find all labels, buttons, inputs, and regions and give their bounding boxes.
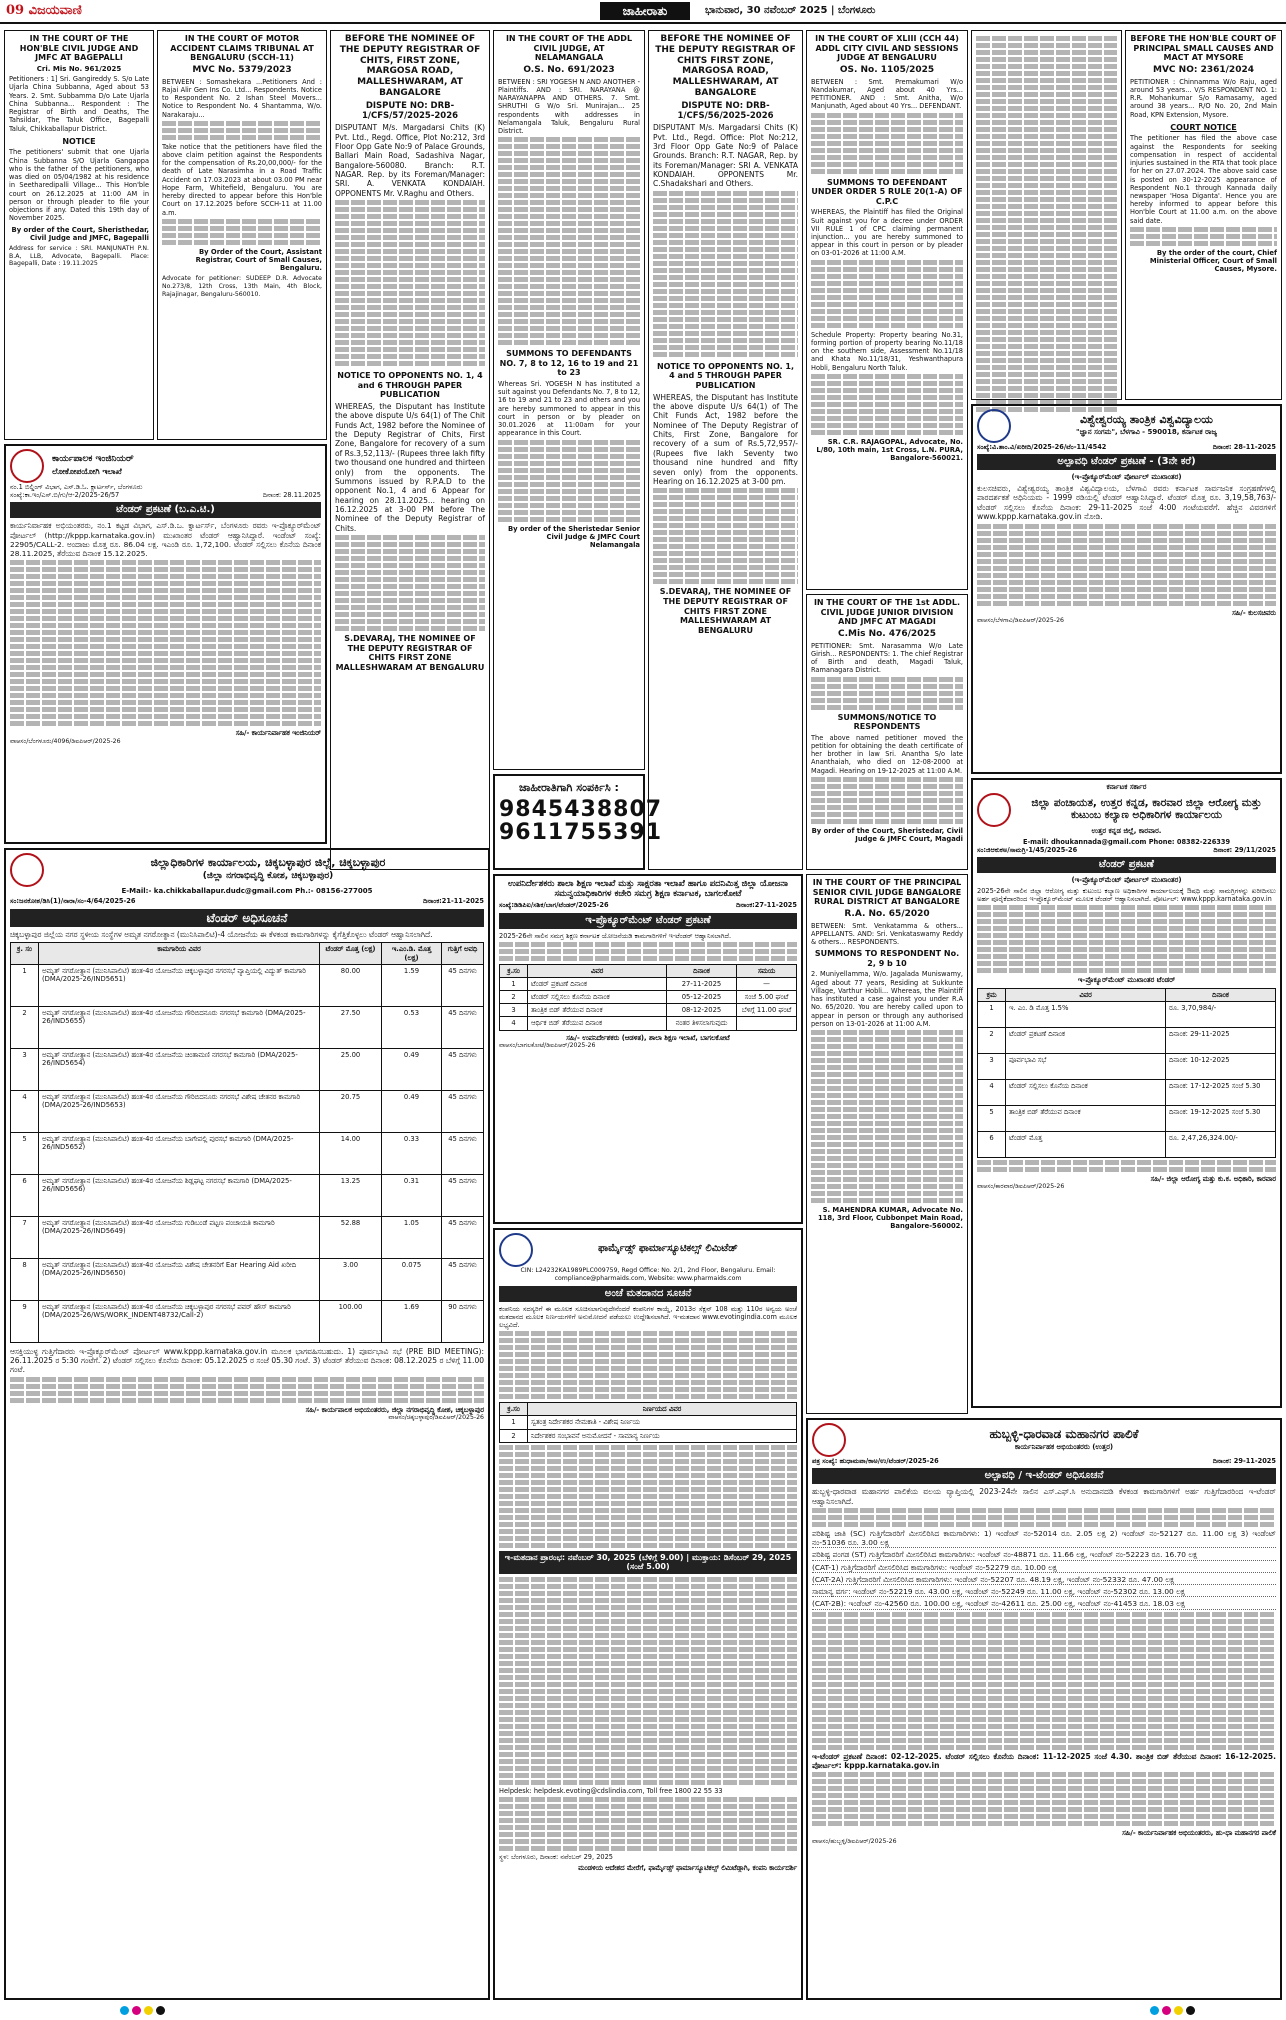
row-number: 4 xyxy=(11,1090,39,1132)
ref-number: ಸಂಖ್ಯೆ:ಕಾ.ಇಂ/ಎಸ್.ಬಿ/ಗು/ಆ-2/2025-26/57 xyxy=(10,491,120,500)
resolution-table xyxy=(499,1402,797,1442)
tender-subtitle: (ಇ-ಪ್ರೊಕ್ಯೂರ್‌ಮೆಂಟ್ ಪೋರ್ಟಲ್ ಮುಖಾಂತರ) xyxy=(1071,473,1182,482)
schedule-item: ಟೆಂಡರ್ ಪ್ರಕಟಣೆ ದಿನಾಂಕ xyxy=(1006,1027,1166,1053)
govt-label: ಕರ್ನಾಟಕ ಸರ್ಕಾರ xyxy=(1106,783,1147,791)
case-number: C.Mis No. 476/2025 xyxy=(838,628,936,639)
signature: By order of the Sheristedar Senior Civil Judge & JMFC Court Nelamangala xyxy=(507,524,640,549)
notice-parties: Petitioners : 1] Sri. Gangireddy S. S/o Late Ujarla China Subbanna, Aged about 53 Years. 2. Smt. Subbamma D/o Late Ujarla China Subbanna... Respondent : The Registrar of Birth and Deaths, The Tahsildar, The Taluk Office, Bagepalli Taluk, Chikkaballapur District. xyxy=(9,75,149,133)
table-row xyxy=(500,991,797,1004)
parties: BETWEEN: Smt. Venkatamma & others... APPELLANTS. AND: Sri. Venkataswamy Reddy & others... RESPONDENTS. xyxy=(811,921,963,947)
contract-period: 90 ದಿನಗಳು xyxy=(442,1300,484,1342)
tender-amount: 80.00 xyxy=(320,964,382,1006)
col-header: ಸಮಯ xyxy=(737,964,797,977)
table-row xyxy=(500,978,797,991)
table-row xyxy=(978,1079,1276,1105)
case-number: MVC NO: 2361/2024 xyxy=(1153,64,1254,75)
row-number: 7 xyxy=(11,1216,39,1258)
schedule-value: ದಿನಾಂಕ: 10-12-2025 xyxy=(1166,1053,1276,1079)
tender-banner: ಅಲ್ಪಾವಧಿ ಟೆಂಡರ್ ಪ್ರಕಟಣೆ - (3ನೇ ಕರೆ) xyxy=(977,454,1276,470)
postal-ballot-banner: ಅಂಚೆ ಮತದಾನದ ಸೂಚನೆ xyxy=(499,1286,797,1302)
signature: ಸಹಿ/- ಕಾರ್ಯನಿರ್ವಾಹಕ ಇಂಜಿನಿಯರ್ xyxy=(235,729,321,738)
notice-date: ದಿನಾಂಕ: 28.11.2025 xyxy=(262,491,321,500)
university-logo-icon xyxy=(977,409,1011,443)
tender-body: ಕುಲಸಚಿವರು, ವಿಶ್ವೇಶ್ವರಯ್ಯ ತಾಂತ್ರಿಕ ವಿಶ್ವವಿದ್ಯಾಲಯ, ಬೆಳಗಾವಿ ರವರು ಕರ್ನಾಟಕ ಸಾರ್ವಜನಿಕ ಸಂಗ್ರಹಣೆಗಳಲ್ಲಿ ಪಾರದರ್ಶಕತೆ ಅಧಿನಿಯಮ - 1999 ರಡಿಯಲ್ಲಿ ಟೆಂಡರ್ ಆಹ್ವಾನಿಸಿದ್ದಾರೆ. ಟೆಂಡರ್ ಮೊತ್ತ ರೂ. 3,19,58,763/- ಟೆಂಡರ್ ಸಲ್ಲಿಸಲು ಕೊನೆಯ ದಿನಾಂಕ: 29-11-2025 ಸಂಜೆ 4:00 ಗಂಟೆಯವರೆಗೆ. ಹೆಚ್ಚಿನ ವಿವರಗಳಿಗೆ www.kppp.karnataka.gov.in ನೋಡಿ. xyxy=(977,483,1276,522)
case-number: MVC No. 5379/2023 xyxy=(192,64,292,75)
schedule-value: ರೂ. 2,47,26,324.00/- xyxy=(1166,1131,1276,1157)
contact-line: E-Mail:- ka.chikkaballapur.dudc@gmail.com Ph.:- 08156-277005 xyxy=(121,887,373,895)
registration-dot xyxy=(1174,2006,1183,2015)
table-row xyxy=(11,1216,484,1258)
table-row xyxy=(978,1027,1276,1053)
office-subtitle: ಉತ್ತರ ಕನ್ನಡ ಜಿಲ್ಲೆ, ಕಾರವಾರ. xyxy=(1091,827,1162,836)
table-row xyxy=(11,1132,484,1174)
row-number: 3 xyxy=(978,1053,1006,1079)
sub-title: SUMMONS TO DEFENDANT UNDER ORDER 5 RULE 20(1-A) OF C.P.C xyxy=(811,177,963,206)
emd-amount: 0.49 xyxy=(382,1048,442,1090)
case-number: DISPUTE NO: DRB-1/CFS/56/2025-2026 xyxy=(677,100,774,121)
col-header: ಕ್ರ.ಸಂ xyxy=(500,964,528,977)
schedule-date: 08-12-2025 xyxy=(667,1004,737,1017)
schedule-property: Schedule Property: Property bearing No.31, forming portion of property bearing No.11/18 on the southern side, Assessment No.11/18 and Khata No.11/18/31, Yeshwanthapura Hobli, Bengaluru North Taluk. xyxy=(811,330,963,372)
table-row xyxy=(978,1131,1276,1157)
table-row xyxy=(11,1006,484,1048)
corporation-logo-icon xyxy=(812,1423,846,1457)
registration-dot xyxy=(1186,2006,1195,2015)
tender-dates: ಇ-ಟೆಂಡರ್ ಪ್ರಕಟಣೆ ದಿನಾಂಕ: 02-12-2025. ಟೆಂಡರ್ ಸಲ್ಲಿಸಲು ಕೊನೆಯ ದಿನಾಂಕ: 11-12-2025 ಸಂಜೆ 4.30. ತಾಂತ್ರಿಕ ಬಿಡ್ ತೆರೆಯುವ ದಿನಾಂಕ: 16-12-2025. ಪೋರ್ಟಲ್: kppp.karnataka.gov.in xyxy=(812,1751,1276,1771)
row-number: 5 xyxy=(978,1105,1006,1131)
schedule-item: ಇ. ಎಂ. ಡಿ ಮೊತ್ತ 1.5% xyxy=(1006,1001,1166,1027)
row-number: 3 xyxy=(11,1048,39,1090)
table-row xyxy=(500,1429,797,1442)
row-number: 2 xyxy=(11,1006,39,1048)
notice-label: NOTICE xyxy=(62,136,96,146)
contract-period: 45 ದಿನಗಳು xyxy=(442,1132,484,1174)
reservation-group: ಪರಿಶಿಷ್ಟ ಪಂಗಡ (ST) ಗುತ್ತಿಗೆದಾರರಿಗೆ ಮೀಸಲಿರಿಸಿದ ಕಾಮಗಾರಿಗಳು: ಇಂಡೆಂಟ್ ನಂ-48871 ರೂ. 11.66 ಲಕ್ಷ, ಇಂಡೆಂಟ್ ನಂ-52223 ರೂ. 16.70 ಲಕ್ಷ xyxy=(812,1550,1276,1560)
footer-code: ವಾಆಸಂ/ಬಾಗಲಕೋಟೆ/ಡಿಐಪಿಆರ್/2025-26 xyxy=(499,1041,596,1049)
footer-code: ವಾಆಸಂ/ಬೆಳಗಾವಿ/ಡಿಐಪಿಆರ್/2025-26 xyxy=(977,616,1064,624)
emd-amount: 0.31 xyxy=(382,1174,442,1216)
sub-title: COURT NOTICE xyxy=(1170,122,1237,132)
notice-body: The above named petitioner moved the petition for obtaining the death certificate of her brother in law Sri. Anantha S/o late Ananthaiah, who died on 12-08-2000 at Magadi. Hearing on 19-12-2025 at 11:00 A.M. xyxy=(811,733,963,775)
table-row xyxy=(11,1048,484,1090)
office-title: ಕಾರ್ಯಪಾಲಕ ಇಂಜಿನಿಯರ್ xyxy=(52,453,134,464)
office-title: ಉಪನಿರ್ದೇಶಕರು ಶಾಲಾ ಶಿಕ್ಷಣ ಇಲಾಖೆ ಮತ್ತು ಸಾಕ್ಷರತಾ ಇಲಾಖೆ ಹಾಗೂ ಪದನಿಮಿತ್ತ ಜಿಲ್ಲಾ ಯೋಜನಾ ಸಮನ್ವಯಾಧಿಕಾರಿಗಳ ಕಚೇರಿ ಸಮಗ್ರ ಶಿಕ್ಷಣ ಕರ್ನಾಟಕ, ಬಾಗಲಕೋಟೆ xyxy=(507,879,789,900)
signature: By order of the Court, Sheristedar, Civil Judge & JMFC Court, Magadi xyxy=(811,826,963,844)
footer-code: ವಾಆಸಂ/ಬೆಂಗಳೂರು/4096/ಡಿಐಪಿಆರ್/2025-26 xyxy=(10,737,121,745)
notice-os-691 xyxy=(493,30,645,770)
masthead xyxy=(0,0,1286,24)
row-number: 1 xyxy=(978,1001,1006,1027)
notice-karwar-tender xyxy=(971,778,1282,1408)
tender-subtitle: (ಇ-ಪ್ರೊಕ್ಯೂರ್‌ಮೆಂಟ್ ಪೋರ್ಟಲ್ ಮುಖಾಂತರ) xyxy=(1071,876,1182,885)
schedule-time: — xyxy=(737,978,797,991)
row-number: 3 xyxy=(500,1004,528,1017)
office-subtitle: (ಜಿಲ್ಲಾ ನಗರಾಭಿವೃದ್ಧಿ ಕೋಶ, ಚಿಕ್ಕಬಳ್ಳಾಪುರ) xyxy=(202,871,334,882)
office-address: ನಂ.1 ಬಿಲ್ಡಿಂಗ್ ವಿಭಾಗ, ಎಸ್.ಡಿ.ಓ. ಕ್ಲಾರ್ಟರ್ಸ್, ಬೆಂಗಳೂರು xyxy=(10,483,143,491)
tender-amount: 100.00 xyxy=(320,1300,382,1342)
col-header: ಕ್ರಮ xyxy=(978,988,1006,1001)
work-description: ಅಮೃತ್ ನಗರೋತ್ಥಾನ (ಮುನಿಸಿಪಾಲಿಟಿ) ಹಂತ-4ರ ಯೋಜನೆಯ ಬಾಗೇಪಲ್ಲಿ ಪುರಸಭೆ ಕಾಮಗಾರಿ (DMA/2025-26/IND5652) xyxy=(39,1132,320,1174)
signature: By the order of the court, Chief Ministerial Officer, Court of Small Causes, Mysore. xyxy=(1149,248,1277,274)
evoting-period: ಇ-ಮತದಾನ ಪ್ರಾರಂಭ: ನವೆಂಬರ್ 30, 2025 (ಬೆಳಿಗ್ಗೆ 9.00) | ಮುಕ್ತಾಯ: ಡಿಸೆಂಬರ್ 29, 2025 (ಸಂಜೆ 5.00) xyxy=(499,1551,797,1574)
table-row xyxy=(500,1017,797,1030)
schedule-item: ತಾಂತ್ರಿಕ ಬಿಡ್ ತೆರೆಯುವ ದಿನಾಂಕ xyxy=(528,1004,667,1017)
schedule-date: 27-11-2025 xyxy=(667,978,737,991)
tender-amount: 25.00 xyxy=(320,1048,382,1090)
col-header: ನಿರ್ಣಯದ ವಿವರ xyxy=(528,1403,797,1416)
notice-body: WHEREAS, the Disputant has Institute the above dispute U/s 64(1) of The Chit Funds Act, 1982 before the Nominee of the Deputy Registrar of Chits, First Zone, Bangalore for recovery of a sum of Rs.3,52,113/- (Rupees three lakh fifty two thousand one hundred and thirteen only) from the opponents. The Summons issued by R.P.A.D to the opponent No.1, 4 and 6 Appear for hearing on 28.11.2025... hearing on 16.12.2025 at 3-00 PM before The Nominee of the Deputy Registrar of Chits. xyxy=(335,401,485,533)
notice-body: 2. Muniyellamma, W/o. Jagalada Muniswamy, Aged about 77 years, Residing at Sukkunte Village, Varthur Hobli... Whereas, the Plaintiff has instituted a case against you under R.A No. 65/2020. You are hereby called upon to appear in person or through any authorised person on 13-01-2026 at 11:00 A.M. xyxy=(811,970,963,1028)
tender-intro: ಚಿಕ್ಕಬಳ್ಳಾಪುರ ಜಿಲ್ಲೆಯ ನಗರ ಸ್ಥಳೀಯ ಸಂಸ್ಥೆಗಳ ಅಮೃತ ನಗರೋತ್ಥಾನ (ಮುನಿಸಿಪಾಲಿಟಿ)-4 ಯೋಜನೆಯ ಈ ಕೆಳಕಂಡ ಕಾಮಗಾರಿಗಳನ್ನು ಕೈಗೆತ್ತಿಕೊಳ್ಳಲು ಟೆಂಡರ್ ಆಹ್ವಾನಿಸಲಾಗಿದೆ. xyxy=(10,930,433,940)
row-number: 2 xyxy=(978,1027,1006,1053)
schedule-item: ಟೆಂಡರ್ ಮೊತ್ತ xyxy=(1006,1131,1166,1157)
section-title: ಜಾಹೀರಾತು xyxy=(600,2,690,20)
tender-body: 2025-26ನೇ ಸಾಲಿನ ಸಮಗ್ರ ಶಿಕ್ಷಣ ಕರ್ನಾಟಕ ಯೋಜನೆಯಡಿ ಕಾಮಗಾರಿಗಳಿಗೆ ಇ-ಟೆಂಡರ್ ಆಹ್ವಾನಿಸಲಾಗಿದೆ. xyxy=(499,931,732,940)
table-row xyxy=(500,1004,797,1017)
case-number: Cri. Mis No. 961/2025 xyxy=(36,64,122,73)
emd-amount: 0.49 xyxy=(382,1090,442,1132)
schedule-value: ದಿನಾಂಕ: 17-12-2025 ಸಂಜೆ 5.30 xyxy=(1166,1079,1276,1105)
notice-title: BEFORE THE NOMINEE OF THE DEPUTY REGISTRAR OF CHITS FIRST ZONE, MARGOSA ROAD, MALLESHWARAM, AT BANGALORE xyxy=(655,34,796,98)
row-number: 1 xyxy=(500,978,528,991)
notice-parties: BETWEEN : Somashekara ...Petitioners And : Rajai Alir Gen Ins Co. Ltd... Respondents. Notice to Respondent No. 2 Ishan Steel Movers... Notice to Respondent No. 4 Shantamma, W/o. Narakaraju... xyxy=(162,77,322,119)
signature: ಸಹಿ/- ಕಾರ್ಯಪಾಲಕ ಅಭಿಯಂತರರು, ಜಿಲ್ಲಾ ನಗರಾಭಿವೃದ್ಧಿ ಕೋಶ, ಚಿಕ್ಕಬಳ್ಳಾಪುರ xyxy=(305,1405,484,1414)
advert-contact-box xyxy=(493,774,663,870)
phone-1: 9845438807 xyxy=(499,797,663,823)
registration-dot xyxy=(1162,2006,1171,2015)
ref-number: ಸಂಖ್ಯೆ:ವಿ.ತಾಂ.ವಿ/ಖರೀದಿ/2025-26/ಟೆಂ-11/4542 xyxy=(977,443,1107,451)
contact-label: ಜಾಹೀರಾತಿಗಾಗಿ ಸಂಪರ್ಕಿಸಿ : xyxy=(519,781,619,794)
sub-title: SUMMONS TO RESPONDENT No. 2, 9 b 10 xyxy=(814,949,960,968)
table-row xyxy=(11,1174,484,1216)
schedule-time: ಬೆಳಿಗ್ಗೆ 11.00 ಘಂಟೆ xyxy=(737,1004,797,1017)
tender-schedule-table xyxy=(977,988,1276,1158)
schedule-item: ಪೂರ್ವಭಾವಿ ಸಭೆ xyxy=(1006,1053,1166,1079)
notice-kpwd-tender xyxy=(4,444,327,844)
office-title: ಜಿಲ್ಲಾ ಪಂಚಾಯತ, ಉತ್ತರ ಕನ್ನಡ, ಕಾರವಾರ ಜಿಲ್ಲಾ ಆರೋಗ್ಯ ಮತ್ತು ಕುಟುಂಬ ಕಲ್ಯಾಣ ಅಧಿಕಾರಿಗಳ ಕಾರ್ಯಾಲಯ xyxy=(1031,796,1262,822)
registration-dot xyxy=(1150,2006,1159,2015)
row-number: 4 xyxy=(500,1017,528,1030)
sub-title: SUMMONS TO DEFENDANTS NO. 7, 8 to 12, 16 to 19 and 21 to 23 xyxy=(499,349,639,378)
signature: S.DEVARAJ, THE NOMINEE OF THE DEPUTY REGISTRAR OF CHITS FIRST ZONE MALLESHWARAM AT BENGALURU xyxy=(335,634,485,672)
footer-code: ವಾಆಸಂ/ಹುಬ್ಬಳ್ಳಿ/ಡಿಐಪಿಆರ್/2025-26 xyxy=(812,1837,897,1845)
work-description: ಅಮೃತ್ ನಗರೋತ್ಥಾನ (ಮುನಿಸಿಪಾಲಿಟಿ) ಹಂತ-4ರ ಯೋಜನೆಯ ಗುಡಿಬಂಡೆ ಪಟ್ಟಣ ಪಂಚಾಯತಿ ಕಾಮಗಾರಿ (DMA/2025-26/IND5649) xyxy=(39,1216,320,1258)
parties: PETITIONER : Chinnamma W/o Raju, aged around 53 years... V/S RESPONDENT NO. 1: R.R. Mohankumar S/o Ramasamy, aged around 38 years... R/O No. 20, 2nd Main Road, KPN Extension, Mysore. xyxy=(1130,77,1277,119)
notice-small-kannada xyxy=(971,30,1122,400)
resolution-text: ಸ್ವತಂತ್ರ ನಿರ್ದೇಶಕರ ನೇಮಕಾತಿ - ವಿಶೇಷ ನಿರ್ಣಯ xyxy=(528,1416,797,1429)
notice-title: IN THE COURT OF MOTOR ACCIDENT CLAIMS TRIBUNAL AT BENGALURU (SCCH-11) xyxy=(170,34,314,63)
work-description: ಅಮೃತ್ ನಗರೋತ್ಥಾನ (ಮುನಿಸಿಪಾಲಿಟಿ) ಹಂತ-4ರ ಯೋಜನೆಯ ಗೌರಿಬಿದನೂರು ನಗರಸಭೆ ವಿಶೇಷ ಚೇತನರ ಕಾಮಗಾರಿ (DMA/2025-26/IND5653) xyxy=(39,1090,320,1132)
phone-2: 9611755391 xyxy=(499,820,663,846)
notice-magadi xyxy=(806,594,968,870)
schedule-time xyxy=(737,1017,797,1030)
notice-title: IN THE COURT OF THE ADDL CIVIL JUDGE, AT NELAMANGALA xyxy=(505,34,633,63)
advocate-address: Advocate for petitioner: SUDEEP D.R. Advocate No.273/8, 12th Cross, 13th Main, 4th Block, Rajajinagar, Bengaluru-560010. xyxy=(162,275,322,298)
company-name: ಫಾರ್ಮೈಡ್ಸ್ ಫಾರ್ಮಾಸ್ಯೂಟಿಕಲ್ಸ್ ಲಿಮಿಟೆಡ್ xyxy=(598,1243,738,1254)
contract-period: 45 ದಿನಗಳು xyxy=(442,1048,484,1090)
table-row xyxy=(11,964,484,1006)
footer-code: ವಾಆಸಂ/ಚಿಕ್ಕಬಳ್ಳಾಪುರ/ಡಿಐಪಿಆರ್/2025-26 xyxy=(388,1413,484,1421)
reservation-group: (CAT-2A) ಗುತ್ತಿಗೆದಾರರಿಗೆ ಮೀಸಲಿರಿಸಿದ ಕಾಮಗಾರಿಗಳು: ಇಂಡೆಂಟ್ ನಂ-52207 ರೂ. 48.19 ಲಕ್ಷ, ಇಂಡೆಂಟ್ ನಂ-52332 ರೂ. 47.00 ಲಕ್ಷ xyxy=(812,1575,1276,1585)
row-number: 1 xyxy=(500,1416,528,1429)
footer-code: ವಾಆಸಂ/ಕಾರವಾರ/ಡಿಐಪಿಆರ್/2025-26 xyxy=(977,1182,1065,1190)
tender-amount: 52.88 xyxy=(320,1216,382,1258)
notice-school-education-tender xyxy=(493,874,803,1224)
table-row xyxy=(978,1053,1276,1079)
work-description: ಅಮೃತ್ ನಗರೋತ್ಥಾನ (ಮುನಿಸಿಪಾಲಿಟಿ) ಹಂತ-4ರ ಯೋಜನೆಯ ಚಿಕ್ಕಬಳ್ಳಾಪುರ ನಗರಸಭೆ ವ್ಯಾಪ್ತಿಯಲ್ಲಿ ವಿದ್ಯುತ್ ಕಾಮಗಾರಿ (DMA/2025-26/IND5651) xyxy=(39,964,320,1006)
col-header: ವಿವರ xyxy=(1006,988,1166,1001)
helpdesk-line: Helpdesk: helpdesk.evoting@cdslindia.com, Toll free 1800 22 55 33 xyxy=(499,1786,723,1795)
reservation-group: ಸಾಮಾನ್ಯ ವರ್ಗ: ಇಂಡೆಂಟ್ ನಂ-52219 ರೂ. 43.00 ಲಕ್ಷ, ಇಂಡೆಂಟ್ ನಂ-52249 ರೂ. 11.00 ಲಕ್ಷ, ಇಂಡೆಂಟ್ ನಂ-52302 ರೂ. 13.00 ಲಕ್ಷ xyxy=(812,1587,1276,1597)
row-number: 5 xyxy=(11,1132,39,1174)
notice-vtu-tender xyxy=(971,404,1282,774)
work-description: ಅಮೃತ್ ನಗರೋತ್ಥಾನ (ಮುನಿಸಿಪಾಲಿಟಿ) ಹಂತ-4ರ ಯೋಜನೆಯ ಶಿಡ್ಲಘಟ್ಟ ನಗರಸಭೆ ಕಾಮಗಾರಿ (DMA/2025-26/IND5656) xyxy=(39,1174,320,1216)
notice-title: IN THE COURT OF THE PRINCIPAL SENIOR CIVIL JUDGE BANGALORE RURAL DISTRICT AT BANGALORE xyxy=(812,878,962,907)
reservation-group: ಪರಿಶಿಷ್ಟ ಜಾತಿ (SC) ಗುತ್ತಿಗೆದಾರರಿಗೆ ಮೀಸಲಿರಿಸಿದ ಕಾಮಗಾರಿಗಳು: 1) ಇಂಡೆಂಟ್ ನಂ-52014 ರೂ. 2.05 ಲಕ್ಷ 2) ಇಂಡೆಂಟ್ ನಂ-52127 ರೂ. 11.00 ಲಕ್ಷ 3) ಇಂಡೆಂಟ್ ನಂ-51036 ರೂ. 3.00 ಲಕ್ಷ xyxy=(812,1528,1276,1548)
signature: S.DEVARAJ, THE NOMINEE OF THE DEPUTY REGISTRAR OF CHITS FIRST ZONE MALLESHWARAM AT BENGALURU xyxy=(659,587,792,635)
tender-amount: 14.00 xyxy=(320,1132,382,1174)
notice-pharmaids xyxy=(493,1228,803,2000)
table-row xyxy=(11,1258,484,1300)
notice-body: Take notice that the petitioners have filed the above claim petition against the Respondents for the compensation of Rs.20,00,000/- for the death of Late Narasimha in a Road Traffic Accident on 17.03.2023 at about 03.00 PM near Hope Farm, Whitefield, Bengaluru. You are hereby directed to appear before this Hon'ble Court on 17.12.2025 before SCCH-11 at 11.00 a.m. xyxy=(162,142,322,217)
col-header: ಟೆಂಡರ್ ಮೊತ್ತ (ಲಕ್ಷ) xyxy=(320,943,382,964)
notice-title: IN THE COURT OF THE HON'BLE CIVIL JUDGE AND JMFC AT BAGEPALLI xyxy=(19,34,139,63)
tender-body: ಹುಬ್ಬಳ್ಳಿ-ಧಾರವಾಡ ಮಹಾನಗರ ಪಾಲಿಕೆಯ ವಲಯ ವ್ಯಾಪ್ತಿಯಲ್ಲಿ 2023-24ನೇ ಸಾಲಿನ ಎಸ್.ಎಫ್.ಸಿ ಅನುದಾನದಡಿ ಕೆಳಕಂಡ ಕಾಮಗಾರಿಗಳಿಗೆ ಅರ್ಹ ಗುತ್ತಿಗೆದಾರರಿಂದ ಇ-ಟೆಂಡರ್ ಆಹ್ವಾನಿಸಲಾಗಿದೆ. xyxy=(812,1487,1276,1506)
row-number: 2 xyxy=(500,991,528,1004)
sub-title: SUMMONS/NOTICE TO RESPONDENTS xyxy=(837,712,937,732)
col-header: ಕಾಮಗಾರಿಯ ವಿವರ xyxy=(39,943,320,964)
case-number: O.S. No. 691/2023 xyxy=(523,64,615,75)
parties: PETITIONER: Smt. Narasamma W/o Late Girish... RESPONDENTS: 1. The chief Registrar of Birth and death, Magadi Taluk, Ramanagara District. xyxy=(811,641,963,675)
tender-amount: 27.50 xyxy=(320,1006,382,1048)
registration-marks xyxy=(1150,2006,1198,2016)
table-row xyxy=(11,1090,484,1132)
notice-title: IN THE COURT OF THE 1st ADDL. CIVIL JUDGE JUNIOR DIVISION AND JMFC AT MAGADI xyxy=(813,598,961,627)
row-number: 9 xyxy=(11,1300,39,1342)
schedule-table xyxy=(499,964,797,1031)
paper-logo: 09 ವಿಜಯವಾಣಿ xyxy=(6,3,82,18)
signature: S. MAHENDRA KUMAR, Advocate No. 118, 3rd Floor, Cubbonpet Main Road, Bangalore-560002. xyxy=(817,1206,963,1231)
schedule-item: ಟೆಂಡರ್ ಸಲ್ಲಿಸಲು ಕೊನೆಯ ದಿನಾಂಕ xyxy=(528,991,667,1004)
registration-dot xyxy=(132,2006,141,2015)
contract-period: 45 ದಿನಗಳು xyxy=(442,1258,484,1300)
ref-number: ಪತ್ರ ಸಂಖ್ಯೆ: ಹುಧಾಮಪಾ/ಕಾಅ/ಉ/ಟೆಂಡರ್/2025-26 xyxy=(812,1457,939,1465)
signature: By order of the Court, Sheristhedar, Civil Judge and JMFC, Bagepalli xyxy=(11,225,149,242)
tender-banner: ಇ-ಪ್ರೊಕ್ಯೂರ್‌ಮೆಂಟ್ ಟೆಂಡರ್ ಪ್ರಕಟಣೆ xyxy=(499,913,797,929)
govt-emblem-icon xyxy=(10,853,44,887)
postal-ballot-body: ಕಂಪನಿಯ ಸದಸ್ಯರಿಗೆ ಈ ಮೂಲಕ ಸೂಚಿಸಲಾಗುವುದೇನೆಂದರೆ ಕಂಪನಿಗಳ ಕಾಯ್ದೆ, 2013ರ ಸೆಕ್ಷನ್ 108 ಮತ್ತು 110ರ ಅನ್ವಯ ಅಂಚೆ ಮತದಾನದ ಮೂಲಕ ನಿರ್ಣಯಗಳಿಗೆ ಅನುಮೋದನೆ ಪಡೆಯಲು ಉದ್ದೇಶಿಸಲಾಗಿದೆ. ಇ-ಮತದಾನ www.evotingindia.com ಮೂಲಕ ಲಭ್ಯವಿದೆ. xyxy=(499,1304,797,1329)
notice-date: ದಿನಾಂಕ: 29/11/2025 xyxy=(1213,846,1276,855)
signature: SR. C.R. RAJAGOPAL, Advocate, No. L/80, 10th main, 1st Cross, L.N. PURA, Bangalore-560021. xyxy=(816,437,963,463)
sub-title: NOTICE TO OPPONENTS NO. 1, 4 and 5 THROUGH PAPER PUBLICATION xyxy=(656,361,795,390)
row-number: 2 xyxy=(500,1429,528,1442)
registration-marks xyxy=(120,2006,168,2016)
emd-amount: 1.59 xyxy=(382,964,442,1006)
notice-margadarsi-57 xyxy=(330,30,490,870)
case-number: R.A. No. 65/2020 xyxy=(844,908,930,919)
registration-dot xyxy=(156,2006,165,2015)
schedule-time: ಸಂಜೆ 5.00 ಘಂಟೆ xyxy=(737,991,797,1004)
notice-title: IN THE COURT OF XLIII (CCH 44) ADDL CITY CIVIL AND SESSIONS JUDGE AT BENGALURU xyxy=(815,34,959,63)
emd-amount: 1.69 xyxy=(382,1300,442,1342)
disputant: DISPUTANT M/s. Margadarsi Chits (K) Pvt. Ltd., Regd. Office: Plot No:212, 3rd Floor Opp Gate No:9 of Palace Grounds. Branch: R.T. NAGAR, Rep. by its Foreman/Manager: SRI A. VENKATA KONDAIAH. OPPONENTS Mr. C.Shadakshari and Others. xyxy=(653,123,798,189)
notice-hdmc-tender xyxy=(806,1418,1282,2000)
ref-number: ಸಂಖ್ಯೆ:ಡಿಡಿಪಿಐ/ಸಶಿಕ/ಬಾಗ/ಟೆಂಡರ್/2025-26 xyxy=(499,901,609,910)
signature: ಸಹಿ/- ಜಿಲ್ಲಾ ಆರೋಗ್ಯ ಮತ್ತು ಕು.ಕ. ಅಧಿಕಾರಿ, ಕಾರವಾರ xyxy=(1150,1174,1276,1183)
row-number: 8 xyxy=(11,1258,39,1300)
notice-mysore-macs xyxy=(1125,30,1282,400)
registration-dot xyxy=(144,2006,153,2015)
govt-emblem-icon xyxy=(977,793,1011,827)
notice-body: WHEREAS, the Plaintiff has filed the Original Suit against you for a decree under ORDER VII RULE 1 of CPC claiming permanent injunction... you are hereby summoned to appear in this court in person or by pleader on 03-01-2026 at 11:00 A.M. xyxy=(811,208,963,258)
signature: ಸಹಿ/- ಕಾರ್ಯನಿರ್ವಾಹಕ ಅಭಿಯಂತರರು, ಹು-ಧಾ ಮಹಾನಗರ ಪಾಲಿಕೆ xyxy=(1122,1829,1276,1838)
tender-banner: ಟೆಂಡರ್ ಅಧಿಸೂಚನೆ xyxy=(10,909,484,927)
contact-line: E-mail: dhoukannada@gmail.com Phone: 08382-226339 xyxy=(1022,837,1231,846)
ref-number: ಸಂ:ಜಿಆಕುಕಅ/ಸಾಮಗ್ರಿ-1/45/2025-26 xyxy=(977,846,1078,855)
tender-footer-body: ಆಸಕ್ತಿಯುಳ್ಳ ಗುತ್ತಿಗೆದಾರರು ಇ-ಪ್ರೊಕ್ಯೂರ್‌ಮೆಂಟ್ ಪೋರ್ಟಲ್ www.kppp.karnataka.gov.in ಮೂಲಕ ಭಾಗವಹಿಸಬಹುದು. 1) ಪೂರ್ವಭಾವಿ ಸಭೆ (PRE BID MEETING): 26.11.2025 ರ 5:30 ಗಂಟೆಗೆ. 2) ಟೆಂಡರ್ ಸಲ್ಲಿಸಲು ಕೊನೆಯ ದಿನಾಂಕ: 05.12.2025 ರ ಸಂಜೆ 05.30 ಗಂಟೆ. 3) ಟೆಂಡರ್ ತೆರೆಯುವ ದಿನಾಂಕ: 08.12.2025 ರ ಬೆಳಿಗ್ಗೆ 11.00 ಗಂಟೆ. xyxy=(10,1346,484,1375)
contract-period: 45 ದಿನಗಳು xyxy=(442,1174,484,1216)
signature: By Order of the Court, Assistant Registrar, Court of Small Causes, Bengaluru. xyxy=(195,247,322,273)
tender-table xyxy=(10,942,484,1342)
schedule-item: ತಾಂತ್ರಿಕ ಬಿಡ್ ತೆರೆಯುವ ದಿನಾಂಕ xyxy=(1006,1105,1166,1131)
schedule-value: ದಿನಾಂಕ: 29-11-2025 xyxy=(1166,1027,1276,1053)
schedule-item: ಟೆಂಡರ್ ಸಲ್ಲಿಸಲು ಕೊನೆಯ ದಿನಾಂಕ xyxy=(1006,1079,1166,1105)
reservation-group: (CAT-1) ಗುತ್ತಿಗೆದಾರರಿಗೆ ಮೀಸಲಿರಿಸಿದ ಕಾಮಗಾರಿಗಳು: ಇಂಡೆಂಟ್ ನಂ-52279 ರೂ. 10.00 ಲಕ್ಷ xyxy=(812,1563,1276,1573)
notice-title: BEFORE THE HON'BLE COURT OF PRINCIPAL SMALL CAUSES AND MACT AT MYSORE xyxy=(1130,34,1277,63)
row-number: 1 xyxy=(11,964,39,1006)
disputant: DISPUTANT M/s. Margadarsi Chits (K) Pvt. Ltd., Regd. Office, Plot No:212, 3rd Floor Opp Gate No:9 of Palace Grounds, Ballari Main Road, Sadashiva Nagar, Bangalore-560080. Branch: R.T. NAGAR. Rep. by its Foreman/Manager: SRI. A. VENKATA KONDAIAH. OPPONENTS Mr. V.Raghu and Others. xyxy=(335,123,485,198)
case-number: OS. No. 1105/2025 xyxy=(839,64,935,75)
date-line: ಭಾನುವಾರ, 30 ನವೆಂಬರ್ 2025 | ಬೆಂಗಳೂರು xyxy=(705,5,876,16)
emd-amount: 0.33 xyxy=(382,1132,442,1174)
notice-date: ದಿನಾಂಕ: 28-11-2025 xyxy=(1212,443,1276,451)
office-subtitle: ಕಾರ್ಯನಿರ್ವಾಹಕ ಅಭಿಯಂತರರು (ಉತ್ತರ) xyxy=(1014,1443,1114,1451)
case-number: DISPUTE NO: DRB-1/CFS/57/2025-2026 xyxy=(361,100,459,121)
office-title: ಜಿಲ್ಲಾಧಿಕಾರಿಗಳ ಕಾರ್ಯಾಲಯ, ಚಿಕ್ಕಬಳ್ಳಾಪುರ ಜಿಲ್ಲೆ, ಚಿಕ್ಕಬಳ್ಳಾಪುರ xyxy=(150,856,386,869)
university-name: ವಿಶ್ವೇಶ್ವರಯ್ಯ ತಾಂತ್ರಿಕ ವಿಶ್ವವಿದ್ಯಾಲಯ xyxy=(1080,413,1213,427)
tender-amount: 20.75 xyxy=(320,1090,382,1132)
registration-dot xyxy=(120,2006,129,2015)
contract-period: 45 ದಿನಗಳು xyxy=(442,1090,484,1132)
table-row xyxy=(500,1416,797,1429)
schedule-item: ಟೆಂಡರ್ ಪ್ರಕಟಣೆ ದಿನಾಂಕ xyxy=(528,978,667,991)
table-row xyxy=(978,1105,1276,1131)
tender-body: 2025-26ನೇ ಸಾಲಿನ ಜಿಲ್ಲಾ ಆರೋಗ್ಯ ಮತ್ತು ಕುಟುಂಬ ಕಲ್ಯಾಣ ಅಧಿಕಾರಿಗಳ ಕಾರ್ಯಾಲಯಕ್ಕೆ ಔಷಧಿ ಮತ್ತು ಸಾಮಗ್ರಿಗಳನ್ನು ಖರೀದಿಸಲು ಅರ್ಹ ಪೂರೈಕೆದಾರರಿಂದ ಇ-ಪ್ರೊಕ್ಯೂರ್‌ಮೆಂಟ್ ಮೂಲಕ ಟೆಂಡರ್ ಆಹ್ವಾನಿಸಲಾಗಿದೆ. ಪೋರ್ಟಲ್: www.kppp.karnataka.gov.in xyxy=(977,886,1276,903)
contract-period: 45 ದಿನಗಳು xyxy=(442,1216,484,1258)
schedule-item: ಆರ್ಥಿಕ ಬಿಡ್ ತೆರೆಯುವ ದಿನಾಂಕ xyxy=(528,1017,667,1030)
contract-period: 45 ದಿನಗಳು xyxy=(442,1006,484,1048)
place-date: ಸ್ಥಳ: ಬೆಂಗಳೂರು, ದಿನಾಂಕ: ನವೆಂಬರ್ 29, 2025 xyxy=(499,1853,613,1862)
col-header: ಕ್ರ. ಸಂ xyxy=(11,943,39,964)
notice-body: The petitioners' submit that one Ujarla China Subbanna S/O Ujarla Gangappa who is the father of the petitioners, who was died on 05/04/1982 at his residence in Seetharedipalli Village... This Hon'ble court on 26.12.2025 at 11:00 AM in person or through pleader to file your objections if any. Dated this 19th day of November 2025. xyxy=(9,148,149,223)
reservation-groups xyxy=(812,1529,1276,1610)
tender-banner: ಟೆಂಡರ್ ಪ್ರಕಟಣೆ xyxy=(977,857,1276,873)
row-number: 6 xyxy=(978,1131,1006,1157)
tender-amount: 13.25 xyxy=(320,1174,382,1216)
company-logo-icon xyxy=(499,1233,533,1267)
advocate-address: Address for service : SRI. MANJUNATH P.N. B.A, LLB, Advocate, Bagepalli. Place: Bagepalli, Date : 19.11.2025 xyxy=(9,244,149,268)
emd-amount: 0.075 xyxy=(382,1258,442,1300)
notice-macs xyxy=(157,30,327,440)
ref-number: ಸಂ:ಜನಕೋಶ/ಡಿಸಿ(1)/ನಾರಾ/ಸಂ-4/64/2025-26 xyxy=(10,897,136,906)
work-description: ಅಮೃತ್ ನಗರೋತ್ಥಾನ (ಮುನಿಸಿಪಾಲಿಟಿ) ಹಂತ-4ರ ಯೋಜನೆಯ ಗೌರಿಬಿದನೂರು ನಗರಸಭೆ ಕಾಮಗಾರಿ (DMA/2025-26/IND5655) xyxy=(39,1006,320,1048)
table-row xyxy=(978,1001,1276,1027)
notice-date: ದಿನಾಂಕ: 29-11-2025 xyxy=(1212,1457,1276,1465)
row-number: 4 xyxy=(978,1079,1006,1105)
university-address: "ಜ್ಞಾನ ಸಂಗಮ", ಬೆಳಗಾವಿ - 590018, ಕರ್ನಾಟಕ ರಾಜ್ಯ xyxy=(1075,428,1217,437)
schedule-value: ರೂ. 3,70,984/- xyxy=(1166,1001,1276,1027)
office-title: ಹುಬ್ಬಳ್ಳಿ-ಧಾರವಾಡ ಮಹಾನಗರ ಪಾಲಿಕೆ xyxy=(989,1426,1139,1441)
notice-chikkaballapur-tender xyxy=(4,848,490,2000)
notice-os-1105 xyxy=(806,30,968,590)
company-address: CIN: L24232KA1989PLC009759, Regd Office: No. 2/1, 2nd Floor, Bengaluru. Email: compliance@pharmaids.com, Website: www.pharmaids.com xyxy=(520,1267,776,1282)
reservation-group: (CAT-2B): ಇಂಡೆಂಟ್ ನಂ-42560 ರೂ. 100.00 ಲಕ್ಷ, ಇಂಡೆಂಟ್ ನಂ-42611 ರೂ. 25.00 ಲಕ್ಷ, ಇಂಡೆಂಟ್ ನಂ-41453 ರೂ. 18.03 ಲಕ್ಷ xyxy=(812,1599,1276,1609)
emd-amount: 1.05 xyxy=(382,1216,442,1258)
signature: ಮಂಡಳಿಯ ಆದೇಶದ ಮೇರೆಗೆ, ಫಾರ್ಮೈಡ್ಸ್ ಫಾರ್ಮಾಸ್ಯೂಟಿಕಲ್ಸ್ ಲಿಮಿಟೆಡ್ಗಾಗಿ, ಕಂಪನಿ ಕಾರ್ಯದರ್ಶಿ xyxy=(578,1864,797,1873)
contract-period: 45 ದಿನಗಳು xyxy=(442,964,484,1006)
notice-body: The petitioner has filed the above case against the Respondents for seeking compensation in respect of accidental injuries sustained in the RTA that took place for her on 27.07.2024. The above said case is posted on 30-12-2025 appearance of Respondent No.1 through Kannada daily newspaper 'Hosa Diganta'. Hence you are hereby informed to appear before this Hon'ble Court at 11.00 a.m. on the above said date. xyxy=(1130,134,1277,225)
work-description: ಅಮೃತ್ ನಗರೋತ್ಥಾನ (ಮುನಿಸಿಪಾಲಿಟಿ) ಹಂತ-4ರ ಯೋಜನೆಯ ಚಿಕ್ಕಬಳ್ಳಾಪುರ ನಗರಸಭೆ ಪವರ್ ಹೌಸ್ ಕಾಮಗಾರಿ (DMA/2025-26/WS/WORK_INDENT48732/Call-2) xyxy=(39,1300,320,1342)
table-row xyxy=(11,1300,484,1342)
col-header: ಗುತ್ತಿಗೆ ಅವಧಿ xyxy=(442,943,484,964)
notice-date: ದಿನಾಂಕ:27-11-2025 xyxy=(736,901,797,910)
col-header: ವಿವರ xyxy=(528,964,667,977)
govt-emblem-icon xyxy=(10,449,44,483)
parties: BETWEEN : SRI YOGESH N AND ANOTHER - Plaintiffs. AND : SRI. NARAYANA @ NARAYANAPPA AND OTHERS. 7. Smt. SHRUTHI G W/o Sri. Munirajan... 25 respondents with addresses in Nelamangala Taluk, Bengaluru Rural District. xyxy=(498,77,640,135)
col-header: ಇ.ಎಂ.ಡಿ. ಮೊತ್ತ (ಲಕ್ಷ) xyxy=(382,943,442,964)
sub-title: NOTICE TO OPPONENTS NO. 1, 4 and 6 THROUGH PAPER PUBLICATION xyxy=(337,371,483,400)
col-header: ಕ್ರ.ಸಂ xyxy=(500,1403,528,1416)
row-number: 6 xyxy=(11,1174,39,1216)
notice-ra-65 xyxy=(806,874,968,1414)
notice-margadarsi-56 xyxy=(648,30,803,870)
schedule-value: ದಿನಾಂಕ: 19-12-2025 ಸಂಜೆ 5.30 xyxy=(1166,1105,1276,1131)
signature: ಸಹಿ/- ಕುಲಸಚಿವರು xyxy=(1232,608,1276,617)
tender-body: ಕಾರ್ಯನಿರ್ವಾಹಕ ಅಭಿಯಂತರರು, ನಂ.1 ಕಟ್ಟಡ ವಿಭಾಗ, ಎಸ್.ಡಿ.ಒ. ಕ್ವಾರ್ಟರ್ಸ್, ಬೆಂಗಳೂರು ರವರು ಇ-ಪ್ರೊಕ್ಯೂರ್‌ಮೆಂಟ್ ಪೋರ್ಟಲ್ (http://kppp.karnataka.gov.in) ಮುಖಾಂತರ ಟೆಂಡರ್ ಆಹ್ವಾನಿಸಿದ್ದಾರೆ. ಇಂಡೆಂಟ್ ಸಂಖ್ಯೆ: 22905/CALL-2. ಅಂದಾಜು ಮೊತ್ತ ರೂ. 86.04 ಲಕ್ಷ. ಇಎಂಡಿ ರೂ. 1,72,100. ಟೆಂಡರ್ ಸಲ್ಲಿಸಲು ಕೊನೆಯ ದಿನಾಂಕ 28.11.2025, ತೆರೆಯುವ ದಿನಾಂಕ 15.12.2025. xyxy=(10,521,321,559)
signature: ಸಹಿ/- ಉಪನಿರ್ದೇಶಕರು (ಆಡಳಿತ), ಶಾಲಾ ಶಿಕ್ಷಣ ಇಲಾಖೆ, ಬಾಗಲಕೋಟೆ xyxy=(566,1033,730,1042)
notice-title: BEFORE THE NOMINEE OF THE DEPUTY REGISTRAR OF CHITS, FIRST ZONE, MARGOSA ROAD, MALLESHWARAM, AT BANGALORE xyxy=(339,34,481,98)
notice-body: WHEREAS, the Disputant has Institute the above dispute U/s 64(1) of The Chit Funds Act, 1982 before the Nominee of The Deputy Registrar of Chits, First Zone, Bangalore for recovery of a sum of Rs.5,72,957/- (Rupees five lakh Seventy two thousand nine hundred and fifty seven only) from the opponents. Hearing on 16.12.2025 at 3-00 pm. xyxy=(653,392,798,486)
notice-bagepalli xyxy=(4,30,154,440)
resolution-text: ನಿರ್ದೇಶಕರ ಸಂಭಾವನೆ ಅನುಮೋದನೆ - ಸಾಮಾನ್ಯ ನಿರ್ಣಯ xyxy=(528,1429,797,1442)
work-description: ಅಮೃತ್ ನಗರೋತ್ಥಾನ (ಮುನಿಸಿಪಾಲಿಟಿ) ಹಂತ-4ರ ಯೋಜನೆಯ ಚಿಂತಾಮಣಿ ನಗರಸಭೆ ಕಾಮಗಾರಿ (DMA/2025-26/IND5654) xyxy=(39,1048,320,1090)
work-description: ಅಮೃತ್ ನಗರೋತ್ಥಾನ (ಮುನಿಸಿಪಾಲಿಟಿ) ಹಂತ-4ರ ಯೋಜನೆಯ ವಿಶೇಷ ಚೇತನರಿಗೆ Ear Hearing Aid ಖರೀದಿ (DMA/2025-26/IND5650) xyxy=(39,1258,320,1300)
col-header: ದಿನಾಂಕ xyxy=(1166,988,1276,1001)
col-header: ದಿನಾಂಕ xyxy=(667,964,737,977)
office-dept: ಲೋಕೋಪಯೋಗಿ ಇಲಾಖೆ xyxy=(52,466,122,476)
tender-banner: ಅಲ್ಪಾವಧಿ / ಇ-ಟೆಂಡರ್ ಅಧಿಸೂಚನೆ xyxy=(812,1468,1276,1484)
emd-amount: 0.53 xyxy=(382,1006,442,1048)
schedule-date: ನಂತರ ತಿಳಿಸಲಾಗುವುದು xyxy=(667,1017,737,1030)
notice-date: ದಿನಾಂಕ:21-11-2025 xyxy=(423,897,484,906)
table-heading: ಇ-ಪ್ರೊಕ್ಯೂರ್‌ಮೆಂಟ್ ಮುಖಾಂತರ ಟೆಂಡರ್ xyxy=(1077,976,1176,985)
notice-body: Whereas Sri. YOGESH N has instituted a suit against you Defendants No. 7, 8 to 12, 16 to 19 and 21 to 23 and others and you are hereby summoned to appear in this court in person or by pleader on 30.01.2026 at 11:00am for your appearance in this Court. xyxy=(498,380,640,438)
schedule-date: 05-12-2025 xyxy=(667,991,737,1004)
tender-banner: ಟೆಂಡರ್ ಪ್ರಕಟಣೆ (ಬ.ಎ.ಟಿ.) xyxy=(10,502,321,518)
tender-amount: 3.00 xyxy=(320,1258,382,1300)
parties: BETWEEN : Smt. Premakumari W/o Nandakumar, Aged about 40 Yrs... PETITIONER. AND : Smt. Anitha, W/o Manjunath, Aged about 40 Yrs... DEFENDANT. xyxy=(811,77,963,111)
